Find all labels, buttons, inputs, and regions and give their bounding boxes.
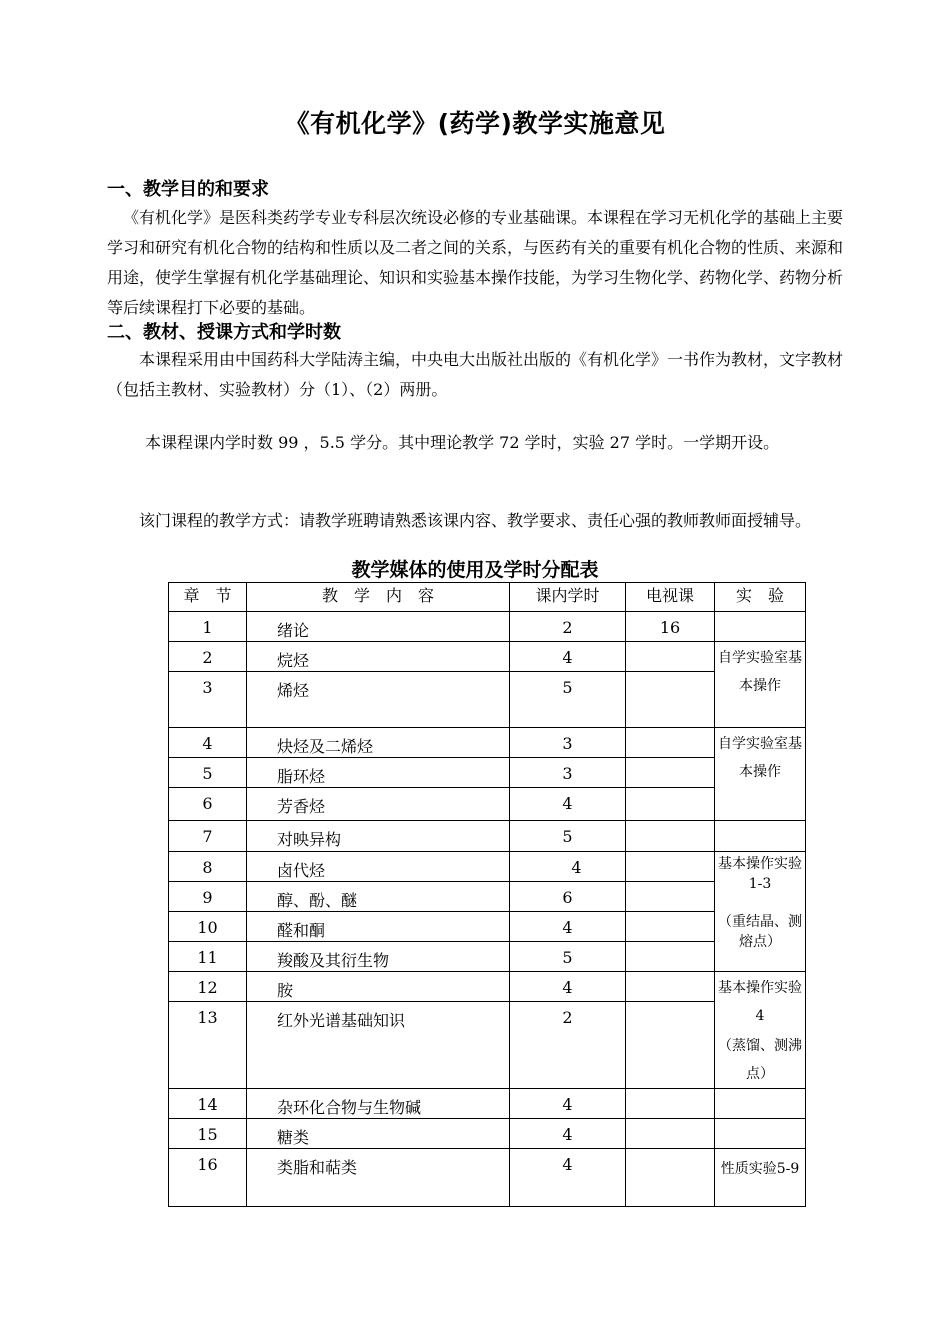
- table-row: [169, 642, 806, 672]
- table-title: 教学媒体的使用及学时分配表: [351, 559, 599, 581]
- cell-hours: 5: [562, 678, 573, 697]
- cell-tv: [626, 672, 714, 678]
- cell-hours: 6: [562, 888, 573, 907]
- cell-chapter: 10: [197, 918, 218, 937]
- table-row: [169, 821, 806, 852]
- cell-tv: [626, 758, 714, 764]
- cell-hours: 5: [562, 948, 573, 967]
- section1-heading: 一、教学目的和要求: [107, 179, 269, 200]
- cell-hours: 4: [562, 794, 573, 813]
- cell-chapter: 8: [202, 858, 213, 877]
- header-hours: 课内学时: [510, 583, 626, 612]
- table-row: [169, 1119, 806, 1149]
- cell-chapter: 14: [197, 1095, 218, 1114]
- cell-content: 杂环化合物与生物碱: [277, 1098, 422, 1117]
- cell-chapter: 11: [197, 948, 218, 967]
- cell-hours: 2: [562, 618, 573, 637]
- cell-content: 炔烃及二烯烃: [277, 737, 374, 756]
- cell-content: 烯烃: [277, 681, 310, 700]
- experiment-basic-4: 基本操作实验 4: [718, 980, 802, 1024]
- table-row: [169, 852, 806, 882]
- table-row: [169, 728, 806, 758]
- cell-content: 醇、酚、醚: [277, 891, 358, 910]
- cell-chapter: 4: [202, 734, 213, 753]
- cell-chapter: 12: [197, 978, 218, 997]
- cell-hours: 4: [562, 918, 573, 937]
- cell-tv: [626, 1119, 714, 1125]
- experiment-self-study-1: 自学实验室基本操作: [718, 650, 802, 694]
- cell-content: 绪论: [277, 621, 310, 640]
- section2-paragraph3: 该门课程的教学方式：请教学班聘请熟悉该课内容、教学要求、责任心强的教师教师面授辅导。: [139, 511, 812, 530]
- cell-chapter: 9: [202, 888, 213, 907]
- cell-content: 红外光谱基础知识: [277, 1011, 406, 1030]
- cell-content: 对映异构: [277, 830, 342, 849]
- cell-tv: [626, 852, 714, 858]
- header-chapter: 章 节: [169, 583, 247, 612]
- cell-chapter: 7: [202, 827, 213, 846]
- hours-distribution-table: [168, 582, 806, 1207]
- cell-content: 脂环烃: [277, 767, 326, 786]
- section1-paragraph: 《有机化学》是医科类药学专业专科层次统设必修的专业基础课。本课程在学习无机化学的基础上主要学习和研究有机化合物的结构和性质以及二者之间的关系，与医药有关的重要有机化合物的性质、来源和用途，使学生掌握有机化学基础理论、知识和实验基本操作技能，为学习生物化学、药物化学、药物分析等后续课程打下必要的基础。: [107, 208, 844, 317]
- table-row: [169, 1089, 806, 1119]
- cell-tv: [626, 728, 714, 734]
- table-row: [169, 788, 806, 821]
- table-row: [169, 612, 806, 642]
- cell-hours: 4: [571, 858, 582, 877]
- cell-content: 胺: [277, 981, 294, 1000]
- cell-experiment-empty: [715, 821, 806, 852]
- table-row: [169, 942, 806, 972]
- cell-tv: [626, 882, 714, 888]
- cell-hours: 4: [562, 978, 573, 997]
- section2-heading: 二、教材、授课方式和学时数: [107, 322, 341, 343]
- cell-chapter: 15: [197, 1125, 218, 1144]
- cell-chapter: 1: [202, 618, 213, 637]
- table-row: [169, 882, 806, 912]
- table-row: [169, 1002, 806, 1089]
- experiment-basic-1-3-note: （重结晶、测熔点）: [718, 914, 802, 950]
- cell-tv: [626, 942, 714, 948]
- cell-experiment-empty: [715, 1089, 806, 1119]
- cell-content: 醛和酮: [277, 921, 326, 940]
- table-row: [169, 1149, 806, 1207]
- cell-content: 烷烃: [277, 651, 310, 670]
- table-row: [169, 972, 806, 1002]
- cell-content: 羧酸及其衍生物: [277, 951, 390, 970]
- cell-experiment-empty: [715, 612, 806, 642]
- cell-content: 芳香烃: [277, 797, 326, 816]
- cell-hours: 4: [562, 1125, 573, 1144]
- cell-tv: [626, 972, 714, 978]
- experiment-basic-1-3: 基本操作实验 1-3: [718, 856, 802, 892]
- cell-chapter: 5: [202, 764, 213, 783]
- cell-hours: 2: [562, 1008, 573, 1027]
- experiment-self-study-2: 自学实验室基本操作: [718, 736, 802, 780]
- header-tv: 电视课: [626, 583, 715, 612]
- cell-content: 卤代烃: [277, 861, 326, 880]
- cell-hours: 5: [562, 827, 573, 846]
- cell-tv: [626, 1002, 714, 1008]
- section2-paragraph2: 本课程课内学时数 99 ，5.5 学分。其中理论教学 72 学时，实验 27 学时。一学期开设。: [145, 433, 780, 452]
- cell-chapter: 13: [197, 1008, 218, 1027]
- table-row: [169, 758, 806, 788]
- section2-paragraph1: 本课程采用由中国药科大学陆涛主编，中央电大出版社出版的《有机化学》一书作为教材，文字教材（包括主教材、实验教材）分（1）、（2）两册。: [107, 350, 844, 399]
- cell-chapter: 6: [202, 794, 213, 813]
- cell-tv: [626, 1149, 714, 1155]
- cell-content: 类脂和萜类: [277, 1158, 358, 1177]
- cell-tv: [626, 642, 714, 648]
- table-row: [169, 912, 806, 942]
- cell-tv: [626, 1089, 714, 1095]
- table-row: [169, 672, 806, 728]
- cell-tv: [626, 821, 714, 827]
- experiment-properties-5-9: 性质实验5-9: [720, 1161, 800, 1177]
- cell-chapter: 16: [197, 1155, 218, 1174]
- cell-hours: 3: [562, 734, 573, 753]
- header-experiment: 实 验: [715, 583, 806, 612]
- table-header-row: [169, 583, 806, 612]
- cell-tv: 16: [659, 618, 681, 637]
- cell-chapter: 3: [202, 678, 213, 697]
- cell-experiment-empty: [715, 1119, 806, 1149]
- cell-hours: 4: [562, 1095, 573, 1114]
- document-title: 《有机化学》(药学)教学实施意见: [284, 109, 666, 138]
- experiment-basic-4-note: （蒸馏、测沸点）: [718, 1038, 802, 1082]
- cell-tv: [626, 788, 714, 794]
- cell-hours: 4: [562, 648, 573, 667]
- cell-hours: 4: [562, 1155, 573, 1174]
- header-content: 教 学 内 容: [247, 583, 510, 612]
- cell-chapter: 2: [202, 648, 213, 667]
- cell-tv: [626, 912, 714, 918]
- cell-content: 糖类: [277, 1128, 310, 1147]
- cell-hours: 3: [562, 764, 573, 783]
